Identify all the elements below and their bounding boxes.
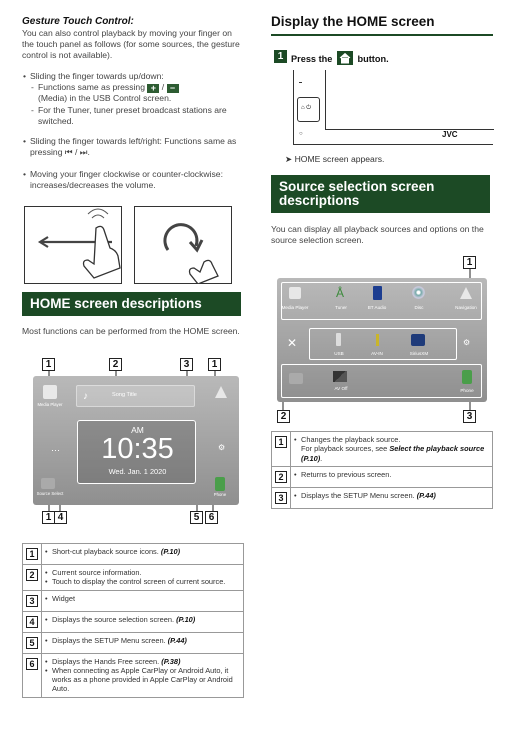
- home-desc-heading: HOME screen descriptions: [22, 292, 241, 316]
- source-select-icon[interactable]: [41, 478, 55, 489]
- page-ref: (P.38): [161, 656, 181, 666]
- clock-widget[interactable]: [77, 420, 196, 484]
- navigation-icon[interactable]: [460, 287, 472, 299]
- gesture-sub-tuner: - For the Tuner, tuner preset broadcast stations are switched.: [22, 105, 244, 127]
- current-source-info[interactable]: [76, 385, 195, 407]
- tile-label: AV Off: [334, 386, 348, 391]
- av-off-icon[interactable]: [333, 371, 347, 382]
- music-note-icon: ♪: [83, 391, 88, 402]
- gesture-illustrations: [24, 206, 246, 284]
- home-power-icon: ⌂ ⏻: [301, 105, 312, 111]
- callout-1: 1: [463, 256, 476, 269]
- gesture-bullet-leftright: • Sliding the finger towards left/right: Functions same as pressing ⏮ / ⏭.: [22, 136, 244, 158]
- home-desc-table: [22, 543, 244, 698]
- home-desc-intro: Most functions can be performed from the HOME screen.: [22, 326, 240, 336]
- callout-1b: 1: [208, 358, 221, 371]
- gesture-intro: You can also control playback by moving your finger on the touch panel as follows (for some sources, the gesture control is not available).: [22, 28, 240, 61]
- tuner-icon[interactable]: Å: [336, 286, 345, 300]
- gesture-bullet-updown: • Sliding the finger towards up/down:: [22, 71, 244, 82]
- page-ref: (P.10): [160, 547, 181, 556]
- callout-3: 3: [180, 358, 193, 371]
- phone-label: Phone: [213, 492, 227, 497]
- arrow-icon: ➤: [285, 154, 293, 164]
- gesture-heading: Gesture Touch Control:: [22, 16, 134, 27]
- page-ref: (P.10): [176, 614, 196, 624]
- source-row-3: [281, 364, 482, 398]
- step-1-text: Press the button.: [291, 51, 389, 66]
- result-text: ➤ HOME screen appears.: [285, 154, 385, 164]
- source-select-label: Source Select: [36, 491, 64, 496]
- bt-audio-icon[interactable]: [373, 286, 382, 300]
- gesture-sub-functions: - Functions same as pressing + / − (Media) in the USB Control screen.: [22, 82, 244, 104]
- callout-4: 4: [54, 511, 67, 524]
- phone-icon[interactable]: [215, 477, 225, 491]
- jvc-logo: JVC: [442, 130, 458, 139]
- siriusxm-icon[interactable]: [411, 334, 425, 346]
- usb-icon[interactable]: [336, 333, 341, 346]
- heading-rule: [271, 34, 493, 36]
- tile-label: AV-IN: [371, 351, 383, 356]
- table-row: 2 • Current source information. • Touch to display the control screen of current source.: [23, 565, 244, 591]
- tile-label: Disc: [414, 305, 424, 310]
- home-button-highlight[interactable]: [297, 97, 320, 122]
- tile-label: USB: [334, 351, 344, 356]
- display-home-heading: Display the HOME screen: [271, 14, 435, 29]
- source-desc-table: [271, 431, 493, 509]
- table-row: 5 • Displays the SETUP Menu screen. (P.44): [23, 632, 244, 653]
- page-ref: (P.44): [167, 635, 187, 645]
- source-select-screen: [277, 278, 487, 402]
- gesture-bullet-rotate: • Moving your finger clockwise or counter-clockwise: increases/decreases the volume.: [22, 169, 244, 191]
- callout-2: 2: [277, 410, 290, 423]
- home-icon: [337, 51, 353, 65]
- tile-label: SiriusXM: [409, 351, 429, 356]
- prev-next-icons: ⏮ / ⏭.: [64, 147, 90, 158]
- source-select-icon[interactable]: [289, 373, 303, 384]
- close-icon[interactable]: ✕: [287, 336, 298, 350]
- table-row: 2 • Returns to previous screen.: [272, 466, 493, 487]
- phone-icon[interactable]: [462, 370, 472, 384]
- disc-icon[interactable]: [412, 286, 425, 299]
- callout-1c: 1: [42, 511, 55, 524]
- callout-3: 3: [463, 410, 476, 423]
- plus-key-icon: +: [147, 84, 159, 93]
- device-illustration: [293, 70, 493, 145]
- tile-label: Tuner: [335, 305, 347, 310]
- clock-am: AM: [131, 425, 144, 435]
- grid-menu-icon[interactable]: ⋯: [51, 445, 60, 455]
- tile-label: BT Audio: [367, 305, 387, 310]
- gear-icon[interactable]: ⚙: [218, 443, 226, 452]
- table-row: 6 • Displays the Hands Free screen. (P.38) • When connecting as Apple CarPlay or Android Auto, it works as a phone provided in Apple CarPlay or Android Auto.: [23, 653, 244, 697]
- media-source-icon[interactable]: [43, 385, 57, 399]
- step-number: 1: [274, 50, 287, 63]
- table-row: 3 • Displays the SETUP Menu screen. (P.44): [272, 487, 493, 508]
- page-ref: Select the playback source (P.10): [301, 444, 485, 463]
- song-title: Song Title: [112, 392, 137, 398]
- power-icon: ○: [299, 131, 303, 137]
- table-row: 4 • Displays the source selection screen. (P.10): [23, 611, 244, 632]
- callout-2: 2: [109, 358, 122, 371]
- source-sel-intro: You can display all playback sources and options on the source selection screen.: [271, 224, 484, 246]
- minus-key-icon: −: [167, 84, 179, 93]
- home-screen-image: [33, 376, 239, 505]
- av-in-icon[interactable]: [376, 334, 379, 346]
- tile-label: Phone: [460, 388, 474, 393]
- table-row: 3 • Widget: [23, 590, 244, 611]
- source-sel-heading: Source selection screen descriptions: [271, 175, 490, 213]
- page-ref: (P.44): [416, 490, 436, 500]
- callout-1: 1: [42, 358, 55, 371]
- media-source-label: Media Player: [37, 402, 63, 407]
- clock-time: 10:35: [101, 433, 174, 465]
- media-player-icon[interactable]: [289, 287, 301, 299]
- table-row: 1 • Changes the playback source. For playback sources, see Select the playback source (P.10).: [272, 432, 493, 467]
- tile-label: Navigation: [455, 305, 477, 310]
- table-row: 1 • Short-cut playback source icons. (P.10): [23, 544, 244, 565]
- gear-icon[interactable]: ⚙: [463, 338, 471, 347]
- callout-5: 5: [190, 511, 203, 524]
- callout-6: 6: [205, 511, 218, 524]
- clock-date: Wed. Jan. 1 2020: [108, 467, 167, 476]
- tile-label: Media Player: [281, 305, 309, 310]
- navigation-icon[interactable]: [215, 386, 227, 398]
